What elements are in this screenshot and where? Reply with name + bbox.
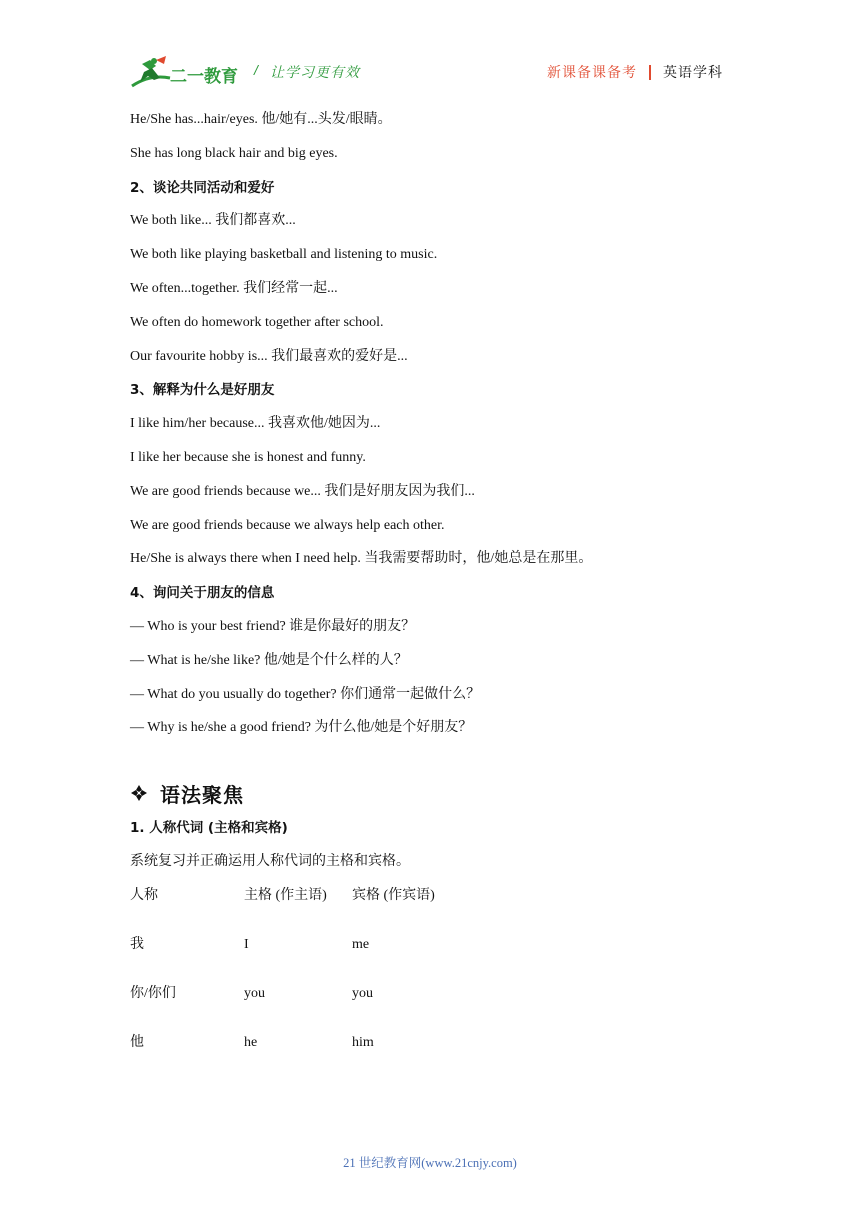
- phrase-line: He/She has...hair/eyes. 他/她有...头发/眼睛。: [130, 112, 392, 127]
- grammar-intro: 系统复习并正确运用人称代词的主格和宾格。: [130, 853, 410, 869]
- phrase-line: We often...together. 我们经常一起...: [130, 280, 338, 296]
- brand-logo: [130, 56, 242, 90]
- table-cell: 我: [130, 936, 144, 952]
- course-tag: 新课备课备考: [547, 65, 637, 81]
- table-cell: him: [352, 1034, 374, 1050]
- table-row: [130, 935, 730, 955]
- phrase-line: — What is he/she like? 他/她是个什么样的人？: [130, 652, 408, 668]
- table-cell: he: [244, 1034, 258, 1050]
- table-cell: I: [244, 936, 249, 952]
- slogan-separator: /: [254, 62, 258, 78]
- phrase-line: She has long black hair and big eyes.: [130, 145, 338, 161]
- pronoun-table: [130, 886, 730, 1053]
- table-cell: 他: [130, 1034, 144, 1050]
- grammar-subheading: 1. 人称代词 (主格和宾格): [130, 820, 288, 837]
- numbered-subheading: 2、谈论共同活动和爱好: [130, 179, 275, 196]
- grammar-section-heading: [130, 778, 730, 808]
- table-cell: you: [352, 985, 373, 1001]
- table-header-cell: 主格 (作主语): [244, 887, 327, 903]
- phrase-line: Our favourite hobby is... 我们最喜欢的爱好是...: [130, 348, 408, 364]
- section-title: 语法聚焦: [160, 782, 244, 807]
- phrase-line: I like her because she is honest and funny.: [130, 449, 366, 465]
- diamond-bullet-icon: [130, 784, 148, 802]
- phrase-line: We are good friends because we always help each other.: [130, 517, 445, 533]
- phrase-line: We are good friends because we... 我们是好朋友因为我们...: [130, 483, 475, 499]
- table-header-cell: 人称: [130, 887, 158, 903]
- table-row: [130, 1033, 730, 1053]
- table-header-row: [130, 886, 730, 906]
- header-divider: [649, 65, 651, 80]
- document-body: [130, 110, 730, 1082]
- subject-tag: 英语学科: [663, 65, 723, 81]
- phrase-list: [130, 110, 730, 738]
- page-footer: 21 世纪教育网(www.21cnjy.com): [343, 1156, 517, 1170]
- phrase-line: — Why is he/she a good friend? 为什么他/她是个好朋友？: [130, 720, 473, 736]
- svg-text:二一教育: 二一教育: [170, 67, 238, 87]
- page-header: [0, 0, 860, 100]
- numbered-subheading: 3、解释为什么是好朋友: [130, 382, 275, 399]
- phrase-line: We both like playing basketball and listening to music.: [130, 247, 438, 263]
- brand-slogan: 让学习更有效: [270, 65, 360, 81]
- phrase-line: He/She is always there when I need help. 当我需要帮助时，他/她总是在那里。: [130, 551, 593, 567]
- table-row: [130, 984, 730, 1004]
- numbered-subheading: 4、询问关于朋友的信息: [130, 585, 275, 602]
- phrase-line: We both like... 我们都喜欢...: [130, 213, 296, 229]
- table-cell: me: [352, 936, 370, 952]
- table-header-cell: 宾格 (作宾语): [352, 887, 435, 903]
- phrase-line: — Who is your best friend? 谁是你最好的朋友？: [130, 618, 416, 634]
- table-cell: you: [244, 985, 265, 1001]
- table-cell: 你/你们: [130, 985, 176, 1001]
- phrase-line: We often do homework together after school.: [130, 314, 384, 330]
- header-tags: [547, 62, 723, 82]
- phrase-line: — What do you usually do together? 你们通常一起做什么？: [130, 686, 481, 702]
- phrase-line: I like him/her because... 我喜欢他/她因为...: [130, 416, 381, 432]
